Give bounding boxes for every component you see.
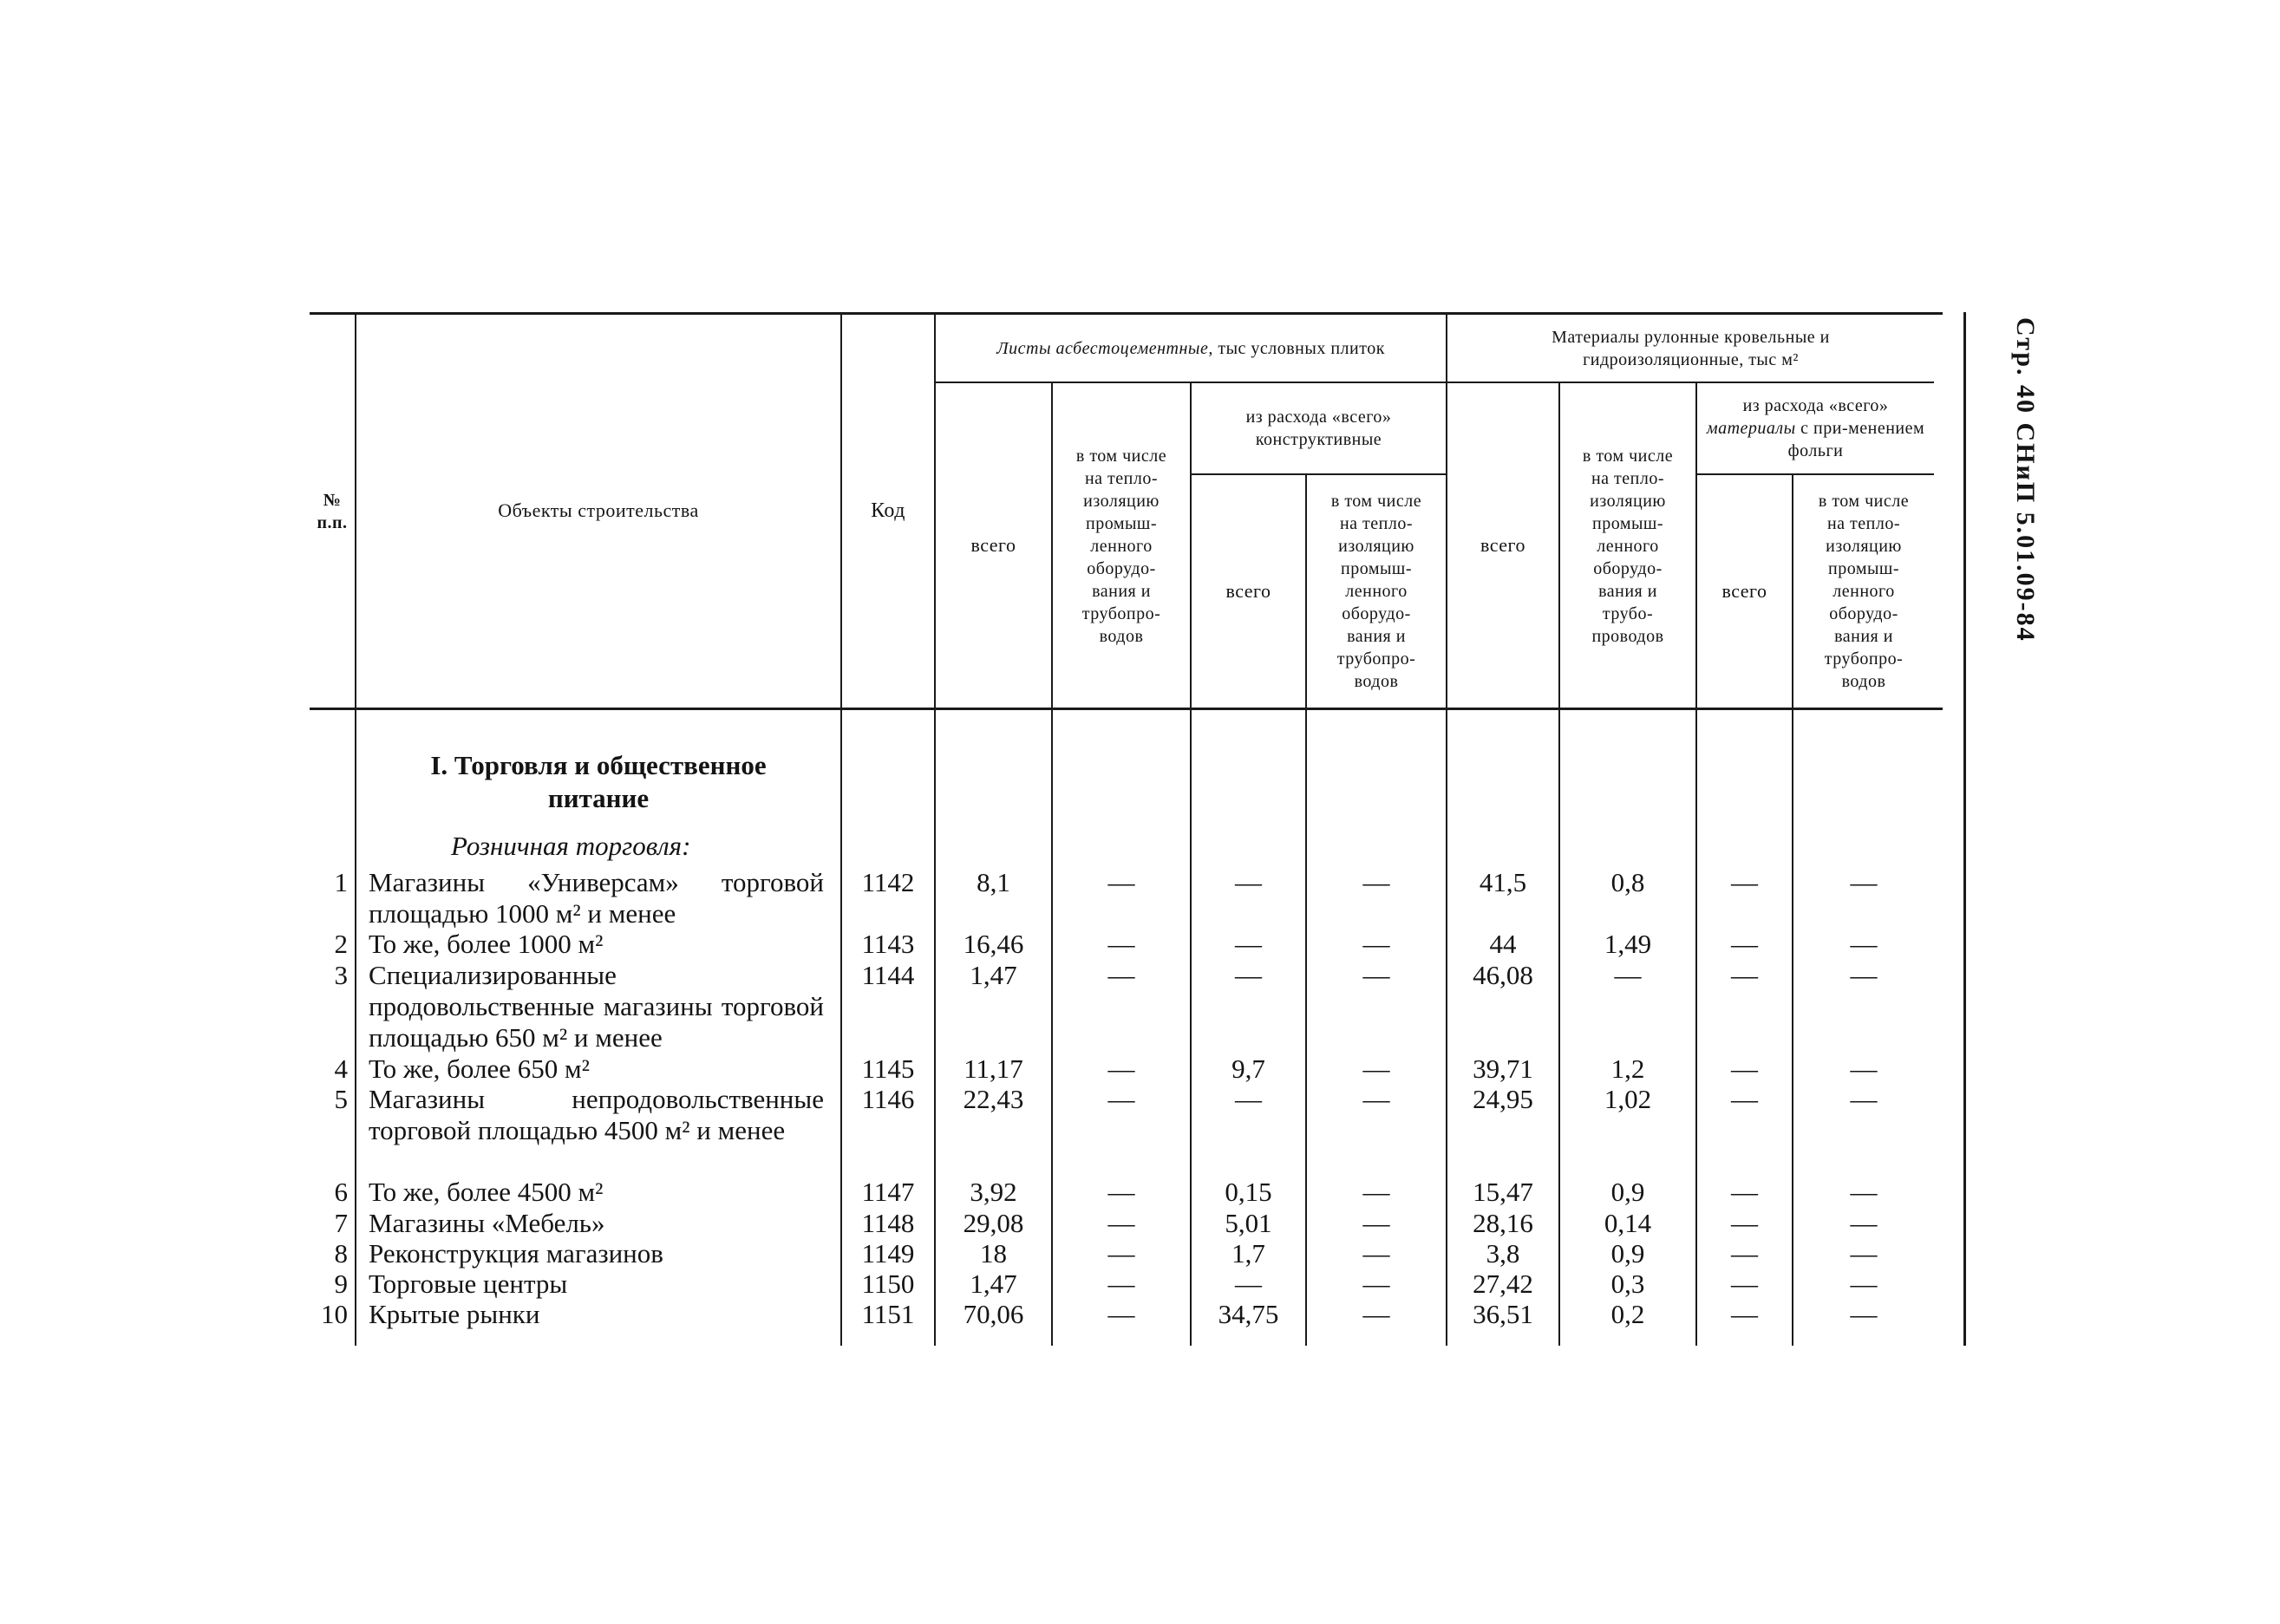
row-value-c6: 1,2 — [1610, 1053, 1645, 1084]
row-value-c4: — — [1362, 1269, 1390, 1299]
row-value-c3: 0,15 — [1225, 1177, 1272, 1207]
row-value-c8: — — [1850, 1053, 1878, 1084]
row-value-c4: — — [1362, 1208, 1390, 1238]
row-object-name: Торговые центры — [369, 1269, 568, 1299]
row-code: 1148 — [861, 1208, 915, 1238]
header-object: Объекты строительства — [498, 499, 699, 521]
header-no: № п.п. — [317, 491, 348, 532]
row-code: 1150 — [861, 1269, 915, 1299]
row-value-c5: 41,5 — [1479, 867, 1527, 897]
section-subtitle: Розничная торговля: — [451, 831, 691, 861]
row-value-c6: 0,9 — [1610, 1238, 1645, 1269]
header-g2-incl-heat: в том числе на тепло-изоляцию промыш-ленного оборудо-вания и трубо-проводов — [1582, 447, 1674, 646]
group1-title-italic: Листы асбестоцементные, — [996, 339, 1213, 358]
row-object-name: Магазины непродовольственные торговой площадью 4500 м² и менее — [369, 1084, 824, 1145]
row-number: 5 — [334, 1084, 348, 1114]
row-code: 1143 — [861, 929, 915, 959]
header-g1-constr-incl: в том числе на тепло-изоляцию промыш-ленного оборудо-вания и трубопро-водов — [1330, 492, 1422, 691]
row-value-c1: 70,06 — [963, 1299, 1024, 1329]
row-code: 1145 — [861, 1053, 915, 1084]
row-value-c5: 28,16 — [1473, 1208, 1533, 1238]
row-value-c7: — — [1731, 1299, 1758, 1329]
row-value-c7: — — [1731, 1208, 1758, 1238]
row-number: 3 — [334, 960, 348, 990]
row-value-c7: — — [1731, 960, 1758, 990]
header-g2-foil-all: всего — [1721, 580, 1767, 602]
row-value-c8: — — [1850, 1299, 1878, 1329]
row-number: 9 — [334, 1269, 348, 1299]
row-value-c3: — — [1235, 1084, 1262, 1114]
row-value-c1: 16,46 — [963, 929, 1024, 959]
row-number: 7 — [334, 1208, 348, 1238]
row-value-c5: 3,8 — [1486, 1238, 1520, 1269]
row-code: 1149 — [861, 1238, 915, 1269]
row-value-c4: — — [1362, 1177, 1390, 1207]
row-value-c4: — — [1362, 867, 1390, 897]
row-value-c5: 46,08 — [1473, 960, 1533, 990]
row-number: 10 — [321, 1299, 348, 1329]
row-value-c6: 0,14 — [1604, 1208, 1652, 1238]
row-object-name: Магазины «Универсам» торговой площадью 1000 м² и менее — [369, 867, 824, 929]
row-value-c3: 5,01 — [1225, 1208, 1272, 1238]
row-value-c5: 27,42 — [1473, 1269, 1533, 1299]
row-value-c2: — — [1107, 929, 1135, 959]
foil-text-b: материалы — [1706, 419, 1796, 438]
row-value-c4: — — [1362, 960, 1390, 990]
row-value-c1: 1,47 — [970, 1269, 1017, 1299]
row-value-c6: 0,2 — [1610, 1299, 1645, 1329]
row-number: 1 — [334, 867, 348, 897]
header-g1-constr-all: всего — [1225, 580, 1271, 602]
row-value-c6: 1,02 — [1604, 1084, 1652, 1114]
row-value-c3: 34,75 — [1218, 1299, 1279, 1329]
row-value-c2: — — [1107, 960, 1135, 990]
row-value-c7: — — [1731, 1084, 1758, 1114]
row-value-c4: — — [1362, 1299, 1390, 1329]
row-value-c3: 1,7 — [1231, 1238, 1265, 1269]
row-object-name: Крытые рынки — [369, 1299, 540, 1329]
header-g1-incl-heat: в том числе на тепло-изоляцию промыш-ленного оборудо-вания и трубопро-водов — [1075, 447, 1167, 646]
row-value-c1: 29,08 — [963, 1208, 1024, 1238]
row-value-c6: 0,3 — [1610, 1269, 1645, 1299]
row-value-c8: — — [1850, 1084, 1878, 1114]
row-value-c3: — — [1235, 1269, 1262, 1299]
row-value-c6: 1,49 — [1604, 929, 1652, 959]
right-margin-line — [1963, 312, 1966, 1346]
row-code: 1142 — [861, 867, 915, 897]
row-value-c8: — — [1850, 1238, 1878, 1269]
row-value-c4: — — [1362, 1084, 1390, 1114]
row-number: 2 — [334, 929, 348, 959]
row-value-c4: — — [1362, 1238, 1390, 1269]
row-value-c1: 18 — [980, 1238, 1007, 1269]
row-value-c3: — — [1235, 960, 1262, 990]
row-object-name: Реконструкция магазинов — [369, 1238, 663, 1269]
header-g1-all: всего — [970, 534, 1016, 556]
row-value-c2: — — [1107, 1053, 1135, 1084]
row-value-c3: 9,7 — [1231, 1053, 1265, 1084]
row-value-c8: — — [1850, 867, 1878, 897]
foil-text-c: с при-менением фольги — [1787, 419, 1925, 460]
row-value-c5: 15,47 — [1473, 1177, 1533, 1207]
row-object-name: То же, более 1000 м² — [369, 929, 604, 959]
header-code: Код — [871, 499, 905, 522]
header-bottom-rule — [310, 708, 1943, 710]
row-value-c2: — — [1107, 1177, 1135, 1207]
header-g1-constr: из расхода «всего» конструктивные — [1245, 408, 1392, 449]
row-value-c5: 44 — [1489, 929, 1517, 959]
row-value-c8: — — [1850, 960, 1878, 990]
row-code: 1146 — [861, 1084, 915, 1114]
header-group1-title — [936, 316, 1446, 382]
row-value-c8: — — [1850, 929, 1878, 959]
row-value-c7: — — [1731, 1238, 1758, 1269]
row-value-c2: — — [1107, 1238, 1135, 1269]
header-g2-foil — [1697, 383, 1934, 473]
row-object-name: Магазины «Мебель» — [369, 1208, 605, 1238]
foil-text-a: из расхода «всего» — [1742, 396, 1889, 415]
row-value-c2: — — [1107, 1208, 1135, 1238]
row-value-c4: — — [1362, 929, 1390, 959]
row-object-name: Специализированные продовольственные магазины торговой площадью 650 м² и менее — [369, 960, 824, 1053]
row-value-c6: 0,8 — [1610, 867, 1645, 897]
row-value-c4: — — [1362, 1053, 1390, 1084]
page-marker: Стр. 40 СНиП 5.01.09-84 — [2011, 317, 2040, 642]
row-value-c8: — — [1850, 1269, 1878, 1299]
row-value-c5: 39,71 — [1473, 1053, 1533, 1084]
row-value-c2: — — [1107, 1084, 1135, 1114]
row-value-c8: — — [1850, 1208, 1878, 1238]
row-number: 4 — [334, 1053, 348, 1084]
row-value-c5: 36,51 — [1473, 1299, 1533, 1329]
header-g2-all: всего — [1480, 534, 1526, 556]
row-value-c1: 11,17 — [964, 1053, 1023, 1084]
row-object-name: То же, более 4500 м² — [369, 1177, 604, 1207]
row-value-c5: 24,95 — [1473, 1084, 1533, 1114]
row-value-c7: — — [1731, 929, 1758, 959]
header-g2-foil-incl: в том числе на тепло-изоляцию промыш-ленного оборудо-вания и трубопро-водов — [1818, 492, 1910, 691]
row-code: 1144 — [861, 960, 915, 990]
row-value-c1: 3,92 — [970, 1177, 1017, 1207]
row-value-c7: — — [1731, 1177, 1758, 1207]
row-value-c7: — — [1731, 867, 1758, 897]
row-number: 8 — [334, 1238, 348, 1269]
row-value-c1: 1,47 — [970, 960, 1017, 990]
row-value-c6: — — [1614, 960, 1642, 990]
row-value-c2: — — [1107, 1269, 1135, 1299]
group1-title-rest: тыс условных плиток — [1212, 339, 1385, 358]
row-object-name: То же, более 650 м² — [369, 1053, 590, 1084]
section-title: I. Торговля и общественное питание — [430, 750, 767, 813]
row-code: 1147 — [861, 1177, 915, 1207]
row-value-c7: — — [1731, 1269, 1758, 1299]
row-value-c6: 0,9 — [1610, 1177, 1645, 1207]
row-value-c2: — — [1107, 1299, 1135, 1329]
row-value-c3: — — [1235, 867, 1262, 897]
row-number: 6 — [334, 1177, 348, 1207]
row-value-c3: — — [1235, 929, 1262, 959]
row-value-c7: — — [1731, 1053, 1758, 1084]
row-code: 1151 — [861, 1299, 915, 1329]
row-value-c1: 8,1 — [977, 867, 1010, 897]
row-value-c1: 22,43 — [963, 1084, 1024, 1114]
row-value-c8: — — [1850, 1177, 1878, 1207]
row-value-c2: — — [1107, 867, 1135, 897]
header-group2-title: Материалы рулонные кровельные и гидроизоляционные, тыс м² — [1552, 328, 1830, 369]
